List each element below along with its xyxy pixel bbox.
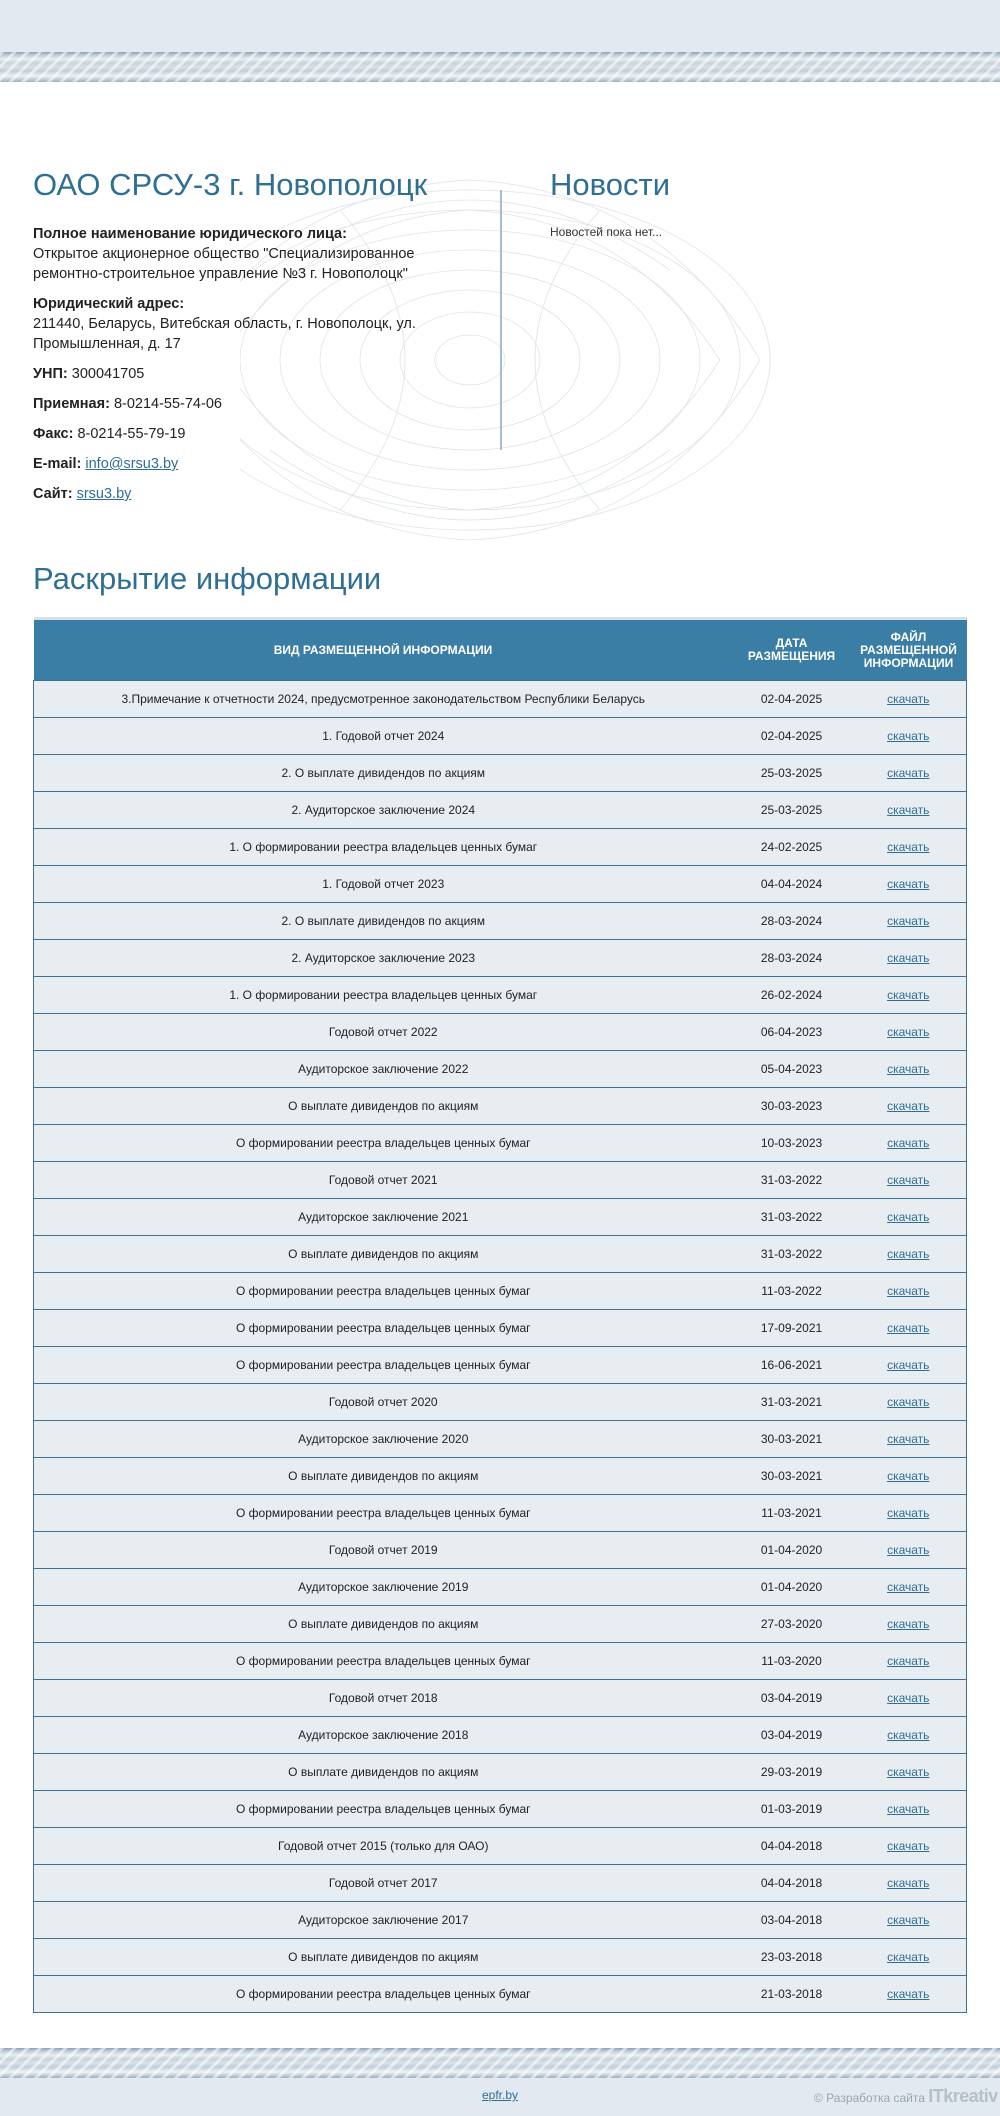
date-cell: 03-04-2018 xyxy=(733,1902,851,1939)
download-link[interactable]: скачать xyxy=(887,877,930,891)
date-cell: 31-03-2022 xyxy=(733,1236,851,1273)
info-type-cell: О формировании реестра владельцев ценных бумаг xyxy=(34,1495,733,1532)
date-cell: 24-02-2025 xyxy=(733,829,851,866)
download-link[interactable]: скачать xyxy=(887,1691,930,1705)
table-row xyxy=(34,718,967,755)
table-row xyxy=(34,755,967,792)
info-type-cell: 3.Примечание к отчетности 2024, предусмотренное законодательством Республики Беларусь xyxy=(34,681,733,718)
info-type-cell: Аудиторское заключение 2019 xyxy=(34,1569,733,1606)
table-row xyxy=(34,1384,967,1421)
file-cell xyxy=(851,1273,967,1310)
date-cell: 27-03-2020 xyxy=(733,1606,851,1643)
table-row xyxy=(34,792,967,829)
table-row xyxy=(34,1236,967,1273)
file-cell xyxy=(851,1162,967,1199)
file-cell xyxy=(851,1865,967,1902)
download-link[interactable]: скачать xyxy=(887,1247,930,1261)
file-cell xyxy=(851,1717,967,1754)
site-block xyxy=(33,484,433,504)
table-row xyxy=(34,1495,967,1532)
date-cell: 05-04-2023 xyxy=(733,1051,851,1088)
file-cell xyxy=(851,1384,967,1421)
file-cell xyxy=(851,1828,967,1865)
table-row xyxy=(34,1939,967,1976)
info-type-cell: Аудиторское заключение 2021 xyxy=(34,1199,733,1236)
file-cell xyxy=(851,1236,967,1273)
footer-link[interactable]: epfr.by xyxy=(482,2088,519,2102)
date-cell: 06-04-2023 xyxy=(733,1014,851,1051)
footer-credit-text: © Разработка сайта xyxy=(814,2091,925,2105)
table-row xyxy=(34,1125,967,1162)
news-title: Новости xyxy=(550,167,671,202)
info-type-cell: О формировании реестра владельцев ценных бумаг xyxy=(34,1310,733,1347)
date-cell: 03-04-2019 xyxy=(733,1680,851,1717)
info-type-cell: О выплате дивидендов по акциям xyxy=(34,1088,733,1125)
email-label: E-mail: xyxy=(33,456,82,472)
file-cell xyxy=(851,1199,967,1236)
info-type-cell: Годовой отчет 2019 xyxy=(34,1532,733,1569)
download-link[interactable]: скачать xyxy=(887,1802,930,1816)
table-row xyxy=(34,1310,967,1347)
table-row xyxy=(34,829,967,866)
download-link[interactable]: скачать xyxy=(887,1210,930,1224)
date-cell: 21-03-2018 xyxy=(733,1976,851,2013)
file-cell xyxy=(851,829,967,866)
info-type-cell: О формировании реестра владельцев ценных бумаг xyxy=(34,1791,733,1828)
table-row xyxy=(34,977,967,1014)
file-cell xyxy=(851,755,967,792)
date-cell: 17-09-2021 xyxy=(733,1310,851,1347)
info-type-cell: 2. О выплате дивидендов по акциям xyxy=(34,903,733,940)
table-row xyxy=(34,1051,967,1088)
decorative-rope-border xyxy=(0,52,1000,82)
info-type-cell: Годовой отчет 2020 xyxy=(34,1384,733,1421)
date-cell: 26-02-2024 xyxy=(733,977,851,1014)
date-cell: 23-03-2018 xyxy=(733,1939,851,1976)
date-cell: 16-06-2021 xyxy=(733,1347,851,1384)
email-block xyxy=(33,454,433,474)
reception-label: Приемная: xyxy=(33,396,110,412)
info-type-cell: 1. Годовой отчет 2023 xyxy=(34,866,733,903)
table-row xyxy=(34,1902,967,1939)
table-row xyxy=(34,866,967,903)
date-cell: 01-04-2020 xyxy=(733,1532,851,1569)
table-row xyxy=(34,1643,967,1680)
download-link[interactable]: скачать xyxy=(887,1765,930,1779)
date-cell: 03-04-2019 xyxy=(733,1717,851,1754)
download-link[interactable]: скачать xyxy=(887,1099,930,1113)
file-cell xyxy=(851,1421,967,1458)
download-link[interactable]: скачать xyxy=(887,1173,930,1187)
date-cell: 25-03-2025 xyxy=(733,792,851,829)
date-cell: 28-03-2024 xyxy=(733,940,851,977)
table-row xyxy=(34,1606,967,1643)
download-link[interactable]: скачать xyxy=(887,1876,930,1890)
file-cell xyxy=(851,903,967,940)
file-cell xyxy=(851,1458,967,1495)
table-row xyxy=(34,1347,967,1384)
file-cell xyxy=(851,681,967,718)
download-link[interactable]: скачать xyxy=(887,1321,930,1335)
file-cell xyxy=(851,1754,967,1791)
file-cell xyxy=(851,1680,967,1717)
file-cell xyxy=(851,1495,967,1532)
download-link[interactable]: скачать xyxy=(887,803,930,817)
file-cell xyxy=(851,940,967,977)
download-link[interactable]: скачать xyxy=(887,1839,930,1853)
download-link[interactable]: скачать xyxy=(887,1062,930,1076)
table-row xyxy=(34,1421,967,1458)
info-type-cell: О формировании реестра владельцев ценных бумаг xyxy=(34,1347,733,1384)
column-divider xyxy=(500,190,502,450)
table-row xyxy=(34,1569,967,1606)
download-link[interactable]: скачать xyxy=(887,840,930,854)
file-cell xyxy=(851,977,967,1014)
info-type-cell: 2. О выплате дивидендов по акциям xyxy=(34,755,733,792)
info-type-cell: О выплате дивидендов по акциям xyxy=(34,1606,733,1643)
download-link[interactable]: скачать xyxy=(887,914,930,928)
table-row xyxy=(34,1828,967,1865)
info-type-cell: Аудиторское заключение 2017 xyxy=(34,1902,733,1939)
file-cell xyxy=(851,1014,967,1051)
download-link[interactable]: скачать xyxy=(887,1025,930,1039)
table-row xyxy=(34,1717,967,1754)
info-type-cell: Аудиторское заключение 2020 xyxy=(34,1421,733,1458)
site-link[interactable]: srsu3.by xyxy=(76,486,132,502)
table-row xyxy=(34,940,967,977)
download-link[interactable]: скачать xyxy=(887,1617,930,1631)
table-header-row xyxy=(34,619,967,681)
download-link[interactable]: скачать xyxy=(887,1469,930,1483)
date-cell: 04-04-2018 xyxy=(733,1828,851,1865)
date-cell: 01-04-2020 xyxy=(733,1569,851,1606)
info-type-cell: О формировании реестра владельцев ценных бумаг xyxy=(34,1643,733,1680)
file-cell xyxy=(851,1902,967,1939)
info-type-cell: 1. О формировании реестра владельцев ценных бумаг xyxy=(34,977,733,1014)
info-type-cell: Аудиторское заключение 2018 xyxy=(34,1717,733,1754)
file-cell xyxy=(851,1939,967,1976)
table-row xyxy=(34,1199,967,1236)
email-link[interactable]: info@srsu3.by xyxy=(85,456,179,472)
info-type-cell: 2. Аудиторское заключение 2023 xyxy=(34,940,733,977)
fax-label: Факс: xyxy=(33,426,74,442)
footer-credit xyxy=(814,2086,998,2107)
date-cell: 11-03-2020 xyxy=(733,1643,851,1680)
table-row xyxy=(34,1273,967,1310)
table-row xyxy=(34,1865,967,1902)
table-row xyxy=(34,903,967,940)
file-cell xyxy=(851,1051,967,1088)
site-label: Сайт: xyxy=(33,486,73,502)
unp-block xyxy=(33,364,433,384)
date-cell: 31-03-2022 xyxy=(733,1162,851,1199)
download-link[interactable]: скачать xyxy=(887,988,930,1002)
info-type-cell: О формировании реестра владельцев ценных бумаг xyxy=(34,1273,733,1310)
table-row xyxy=(34,1088,967,1125)
date-cell: 10-03-2023 xyxy=(733,1125,851,1162)
download-link[interactable]: скачать xyxy=(887,1987,930,2001)
reception-value: 8-0214-55-74-06 xyxy=(113,396,222,412)
download-link[interactable]: скачать xyxy=(887,1728,930,1742)
table-body xyxy=(34,681,967,2013)
table-row xyxy=(34,1754,967,1791)
info-type-cell: Годовой отчет 2022 xyxy=(34,1014,733,1051)
column-header-type: ВИД РАЗМЕЩЕННОЙ ИНФОРМАЦИИ xyxy=(34,619,733,681)
file-cell xyxy=(851,1310,967,1347)
download-link[interactable]: скачать xyxy=(887,1432,930,1446)
date-cell: 30-03-2021 xyxy=(733,1458,851,1495)
decorative-rope-border-bottom xyxy=(0,2048,1000,2078)
date-cell: 02-04-2025 xyxy=(733,681,851,718)
address-block xyxy=(33,294,433,354)
info-type-cell: Годовой отчет 2018 xyxy=(34,1680,733,1717)
info-type-cell: О формировании реестра владельцев ценных бумаг xyxy=(34,1125,733,1162)
table-row xyxy=(34,1162,967,1199)
date-cell: 01-03-2019 xyxy=(733,1791,851,1828)
info-type-cell: Годовой отчет 2021 xyxy=(34,1162,733,1199)
column-header-file: ФАЙЛ РАЗМЕЩЕННОЙ ИНФОРМАЦИИ xyxy=(851,619,967,681)
file-cell xyxy=(851,792,967,829)
company-info xyxy=(33,224,433,514)
download-link[interactable]: скачать xyxy=(887,1136,930,1150)
date-cell: 04-04-2024 xyxy=(733,866,851,903)
download-link[interactable]: скачать xyxy=(887,1913,930,1927)
download-link[interactable]: скачать xyxy=(887,951,930,965)
fax-block xyxy=(33,424,433,444)
developer-logo[interactable]: ITkreativ xyxy=(928,2086,998,2106)
info-type-cell: 2. Аудиторское заключение 2024 xyxy=(34,792,733,829)
file-cell xyxy=(851,1791,967,1828)
info-type-cell: 1. Годовой отчет 2024 xyxy=(34,718,733,755)
address-label: Юридический адрес: xyxy=(33,296,185,312)
date-cell: 29-03-2019 xyxy=(733,1754,851,1791)
table-row xyxy=(34,681,967,718)
info-type-cell: Аудиторское заключение 2022 xyxy=(34,1051,733,1088)
date-cell: 31-03-2022 xyxy=(733,1199,851,1236)
file-cell xyxy=(851,1125,967,1162)
table-row xyxy=(34,1680,967,1717)
date-cell: 11-03-2021 xyxy=(733,1495,851,1532)
fax-value: 8-0214-55-79-19 xyxy=(77,426,186,442)
table-row xyxy=(34,1014,967,1051)
date-cell: 25-03-2025 xyxy=(733,755,851,792)
company-title: ОАО СРСУ-3 г. Новополоцк xyxy=(33,167,428,202)
fullname-block xyxy=(33,224,433,284)
file-cell xyxy=(851,1532,967,1569)
info-type-cell: О выплате дивидендов по акциям xyxy=(34,1939,733,1976)
file-cell xyxy=(851,866,967,903)
file-cell xyxy=(851,1088,967,1125)
download-link[interactable]: скачать xyxy=(887,1506,930,1520)
download-link[interactable]: скачать xyxy=(887,729,930,743)
table-row xyxy=(34,1976,967,2013)
info-type-cell: О формировании реестра владельцев ценных бумаг xyxy=(34,1976,733,2013)
date-cell: 02-04-2025 xyxy=(733,718,851,755)
download-link[interactable]: скачать xyxy=(887,1654,930,1668)
date-cell: 30-03-2021 xyxy=(733,1421,851,1458)
date-cell: 30-03-2023 xyxy=(733,1088,851,1125)
download-link[interactable]: скачать xyxy=(887,1358,930,1372)
download-link[interactable]: скачать xyxy=(887,1284,930,1298)
unp-label: УНП: xyxy=(33,366,68,382)
news-empty-text: Новостей пока нет... xyxy=(550,225,663,239)
download-link[interactable]: скачать xyxy=(887,1580,930,1594)
reception-block xyxy=(33,394,433,414)
download-link[interactable]: скачать xyxy=(887,692,930,706)
file-cell xyxy=(851,1606,967,1643)
table-row xyxy=(34,1532,967,1569)
file-cell xyxy=(851,718,967,755)
download-link[interactable]: скачать xyxy=(887,1395,930,1409)
table-row xyxy=(34,1458,967,1495)
download-link[interactable]: скачать xyxy=(887,1543,930,1557)
info-type-cell: 1. О формировании реестра владельцев ценных бумаг xyxy=(34,829,733,866)
date-cell: 04-04-2018 xyxy=(733,1865,851,1902)
info-type-cell: Годовой отчет 2017 xyxy=(34,1865,733,1902)
download-link[interactable]: скачать xyxy=(887,1950,930,1964)
date-cell: 11-03-2022 xyxy=(733,1273,851,1310)
top-band xyxy=(0,0,1000,52)
download-link[interactable]: скачать xyxy=(887,766,930,780)
unp-value: 300041705 xyxy=(71,366,145,382)
date-cell: 31-03-2021 xyxy=(733,1384,851,1421)
disclosure-table xyxy=(33,617,967,2013)
info-type-cell: Годовой отчет 2015 (только для ОАО) xyxy=(34,1828,733,1865)
info-type-cell: О выплате дивидендов по акциям xyxy=(34,1458,733,1495)
info-type-cell: О выплате дивидендов по акциям xyxy=(34,1236,733,1273)
table-row xyxy=(34,1791,967,1828)
date-cell: 28-03-2024 xyxy=(733,903,851,940)
disclosure-title: Раскрытие информации xyxy=(33,561,382,596)
file-cell xyxy=(851,1976,967,2013)
file-cell xyxy=(851,1569,967,1606)
column-header-date: ДАТА РАЗМЕЩЕНИЯ xyxy=(733,619,851,681)
file-cell xyxy=(851,1347,967,1384)
fullname-value: Открытое акционерное общество "Специализированное ремонтно-строительное управление №3 г. Новополоцк" xyxy=(33,246,415,282)
address-value: 211440, Беларусь, Витебская область, г. Новополоцк, ул. Промышленная, д. 17 xyxy=(33,316,416,352)
info-type-cell: О выплате дивидендов по акциям xyxy=(34,1754,733,1791)
file-cell xyxy=(851,1643,967,1680)
fullname-label: Полное наименование юридического лица: xyxy=(33,226,347,242)
